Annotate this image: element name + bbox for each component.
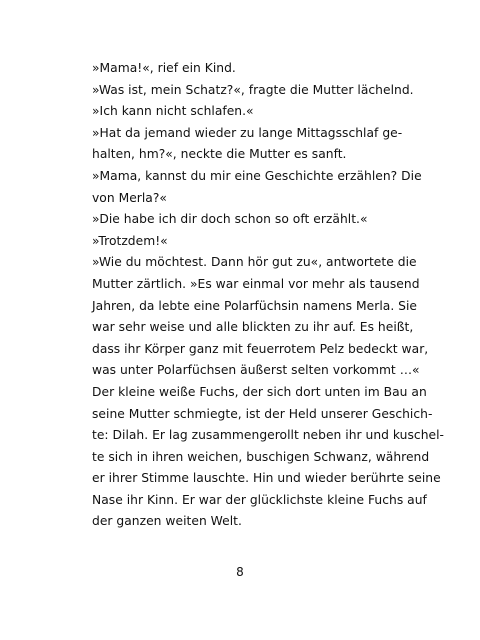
text-line: »Hat da jemand wieder zu lange Mittagsschlaf ge- (92, 125, 403, 140)
text-line: te sich in ihren weichen, buschigen Schwanz, während (92, 449, 430, 464)
text-line: dass ihr Körper ganz mit feuerrotem Pelz bedeckt war, (92, 341, 429, 356)
text-line: der ganzen weiten Welt. (92, 514, 242, 529)
text-line: »Die habe ich dir doch schon so oft erzählt.« (92, 212, 368, 227)
text-line: »Mama!«, rief ein Kind. (92, 61, 236, 75)
page-number: 8 (236, 565, 244, 579)
text-line: Nase ihr Kinn. Er war der glücklichste kleine Fuchs auf (92, 492, 427, 507)
story-text (92, 58, 444, 533)
text-line: halten, hm?«, neckte die Mutter es sanft. (92, 147, 347, 162)
text-line: er ihrer Stimme lauschte. Hin und wieder berührte seine (92, 471, 441, 486)
text-line: Jahren, da lebte eine Polarfüchsin namens Merla. Sie (92, 298, 418, 313)
text-line: te: Dilah. Er lag zusammengerollt neben ihr und kuschel- (92, 428, 444, 443)
text-line: seine Mutter schmiegte, ist der Held unserer Geschich- (92, 406, 433, 421)
text-line: »Was ist, mein Schatz?«, fragte die Mutter lächelnd. (92, 82, 414, 97)
text-line: »Ich kann nicht schlafen.« (92, 104, 254, 119)
text-line: was unter Polarfüchsen äußerst selten vorkommt …« (92, 363, 420, 378)
text-line: war sehr weise und alle blickten zu ihr auf. Es heißt, (92, 320, 414, 335)
text-line: von Merla?« (92, 190, 167, 205)
text-line: »Wie du möchtest. Dann hör gut zu«, antwortete die (92, 255, 417, 270)
text-line: »Mama, kannst du mir eine Geschichte erzählen? Die (92, 168, 422, 183)
text-line: »Trotzdem!« (92, 233, 168, 248)
text-line: Der kleine weiße Fuchs, der sich dort unten im Bau an (92, 384, 427, 399)
text-line: Mutter zärtlich. »Es war einmal vor mehr als tausend (92, 276, 420, 291)
